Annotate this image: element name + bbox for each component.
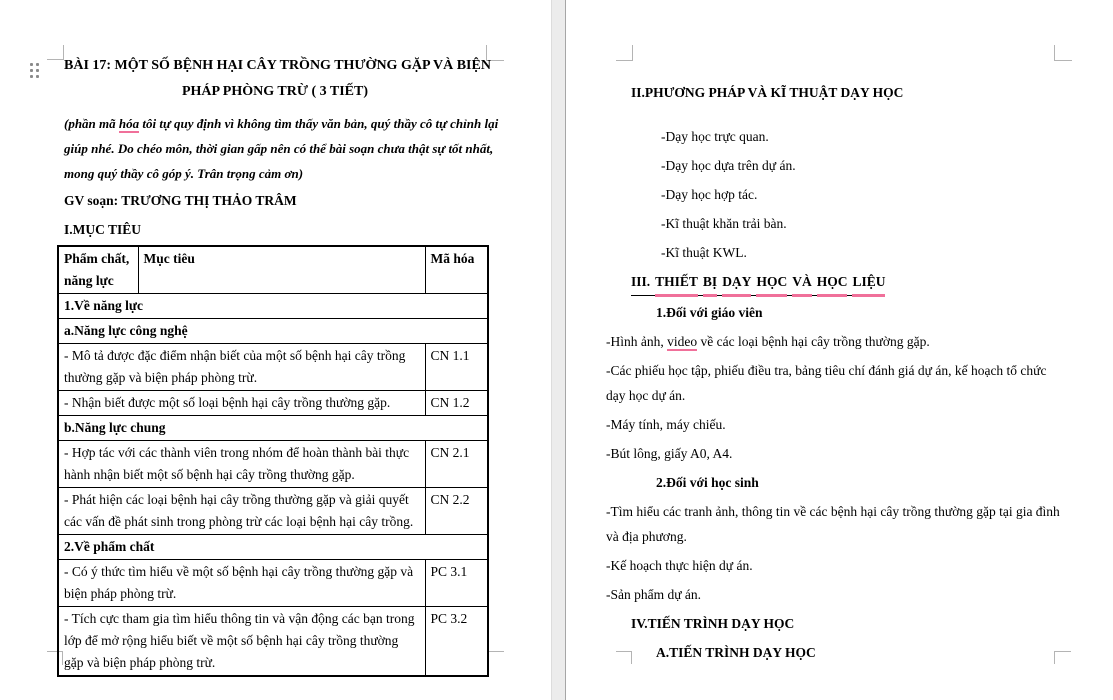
table-row xyxy=(58,488,488,535)
page-separator xyxy=(551,0,566,700)
note-line-2: giúp nhé. Do chéo môn, thời gian gấp nên có thể bài soạn chưa thật sự tốt nhất, xyxy=(64,141,494,156)
note-line-1 xyxy=(64,111,499,136)
code-cell: CN 1.2 xyxy=(425,391,488,416)
spellcheck-underlined-word: LIỆU xyxy=(852,269,885,294)
code-cell: CN 1.1 xyxy=(425,344,488,391)
table-row xyxy=(58,344,488,391)
teacher-item: -Bút lông, giấy A0, A4. xyxy=(606,446,733,461)
table-row xyxy=(58,416,488,441)
section-cell: 2.Về phẩm chất xyxy=(58,535,488,560)
section-heading-thiet-bi xyxy=(631,269,1061,296)
method-item: -Kĩ thuật khăn trải bàn. xyxy=(661,216,787,231)
table-row xyxy=(58,535,488,560)
spellcheck-underlined-word: VÀ xyxy=(792,269,812,294)
document-page-2[interactable] xyxy=(566,0,1113,700)
paragraph-text: về các loại bệnh hại cây trồng thường gặp. xyxy=(697,334,930,349)
title-line-2: PHÁP PHÒNG TRỪ ( 3 TIẾT) xyxy=(181,84,369,99)
spellcheck-underlined-word: video xyxy=(667,334,698,349)
table-header-row xyxy=(58,246,488,294)
section-cell: 1.Về năng lực xyxy=(58,294,488,319)
note-text: (phần mã xyxy=(64,116,119,131)
objective-cell: - Tích cực tham gia tìm hiểu thông tin và vận động các bạn trong lớp để mở rộng hiểu biết về một số bệnh hại cây trồng thường gặp và biện pháp phòng trừ. xyxy=(58,607,425,677)
table-row xyxy=(58,441,488,488)
spellcheck-underlined-word: hóa xyxy=(118,116,140,131)
section-cell: a.Năng lực công nghệ xyxy=(58,319,488,344)
spellcheck-underlined-word: HỌC xyxy=(817,269,848,294)
student-item: -Tìm hiểu các tranh ảnh, thông tin về các bệnh hại cây trồng thường gặp tại gia đình và địa phương. xyxy=(606,504,1060,544)
objective-cell: - Nhận biết được một số loại bệnh hại cây trồng thường gặp. xyxy=(58,391,425,416)
subsection-heading-giao-vien: 1.Đối với giáo viên xyxy=(656,305,763,320)
code-cell: PC 3.2 xyxy=(425,607,488,677)
objective-cell: - Mô tả được đặc điểm nhận biết của một số bệnh hại cây trồng thường gặp và biện pháp phòng trừ. xyxy=(58,344,425,391)
document-page-1[interactable] xyxy=(0,0,551,700)
objective-cell: - Có ý thức tìm hiểu về một số bệnh hại cây trồng thường gặp và biện pháp phòng trừ. xyxy=(58,560,425,607)
table-row xyxy=(58,294,488,319)
section-heading-muc-tieu: I.MỤC TIÊU xyxy=(64,222,142,237)
spellcheck-underlined-word: THIẾT xyxy=(655,269,698,294)
subsection-heading-hoc-sinh: 2.Đối với học sinh xyxy=(656,475,759,490)
table-row xyxy=(58,607,488,677)
header-muc-tieu: Mục tiêu xyxy=(138,246,425,294)
header-pham-chat: Phẩm chất, năng lực xyxy=(58,246,138,294)
title-line-1: BÀI 17: MỘT SỐ BỆNH HẠI CÂY TRỒNG THƯỜNG GẶP VÀ BIỆN xyxy=(64,58,491,73)
method-item: -Kĩ thuật KWL. xyxy=(661,245,747,260)
student-item: -Kế hoạch thực hiện dự án. xyxy=(606,558,753,573)
header-ma-hoa: Mã hóa xyxy=(425,246,488,294)
method-item: -Dạy học dựa trên dự án. xyxy=(661,158,796,173)
spellcheck-underlined-word: HỌC xyxy=(756,269,787,294)
student-item: -Sản phẩm dự án. xyxy=(606,587,702,602)
author-line: GV soạn: TRƯƠNG THỊ THẢO TRÂM xyxy=(64,193,297,208)
spellcheck-underlined-word: BỊ xyxy=(703,269,717,294)
document-title xyxy=(64,53,491,105)
teacher-item: -Các phiếu học tập, phiếu điều tra, bảng tiêu chí đánh giá dự án, kế hoạch tổ chức dạy học dự án. xyxy=(606,363,1047,403)
section-cell: b.Năng lực chung xyxy=(58,416,488,441)
paragraph-text: -Hình ảnh, xyxy=(606,334,668,349)
teacher-item xyxy=(606,329,1061,354)
code-cell: CN 2.1 xyxy=(425,441,488,488)
code-cell: CN 2.2 xyxy=(425,488,488,535)
objective-cell: - Phát hiện các loại bệnh hại cây trồng thường gặp và giải quyết các vấn đề phát sinh trong phòng trừ các loại bệnh hại cây trồng. xyxy=(58,488,425,535)
table-row xyxy=(58,319,488,344)
objectives-table[interactable] xyxy=(57,245,489,677)
author-note xyxy=(64,111,499,186)
teacher-item: -Máy tính, máy chiếu. xyxy=(606,417,726,432)
spellcheck-underlined-word: DẠY xyxy=(722,269,751,294)
section-heading-tien-trinh: IV.TIẾN TRÌNH DẠY HỌC xyxy=(631,616,795,631)
note-line-3: mong quý thầy cô góp ý. Trân trọng cảm ơn) xyxy=(64,166,304,181)
heading-with-spellcheck xyxy=(631,269,885,296)
table-row xyxy=(58,391,488,416)
section-heading-phuong-phap: II.PHƯƠNG PHÁP VÀ KĨ THUẬT DẠY HỌC xyxy=(631,85,904,100)
heading-prefix: III. xyxy=(631,274,651,289)
method-item: -Dạy học hợp tác. xyxy=(661,187,758,202)
subsection-heading-tien-trinh-a: A.TIẾN TRÌNH DẠY HỌC xyxy=(656,645,816,660)
note-text: tôi tự quy định vì không tìm thấy văn bản, quý thầy cô tự chỉnh lại xyxy=(139,116,499,131)
code-cell: PC 3.1 xyxy=(425,560,488,607)
table-row xyxy=(58,560,488,607)
objective-cell: - Hợp tác với các thành viên trong nhóm để hoàn thành bài thực hành nhận biết một số bệnh hại cây trồng thường gặp. xyxy=(58,441,425,488)
method-item: -Dạy học trực quan. xyxy=(661,129,769,144)
